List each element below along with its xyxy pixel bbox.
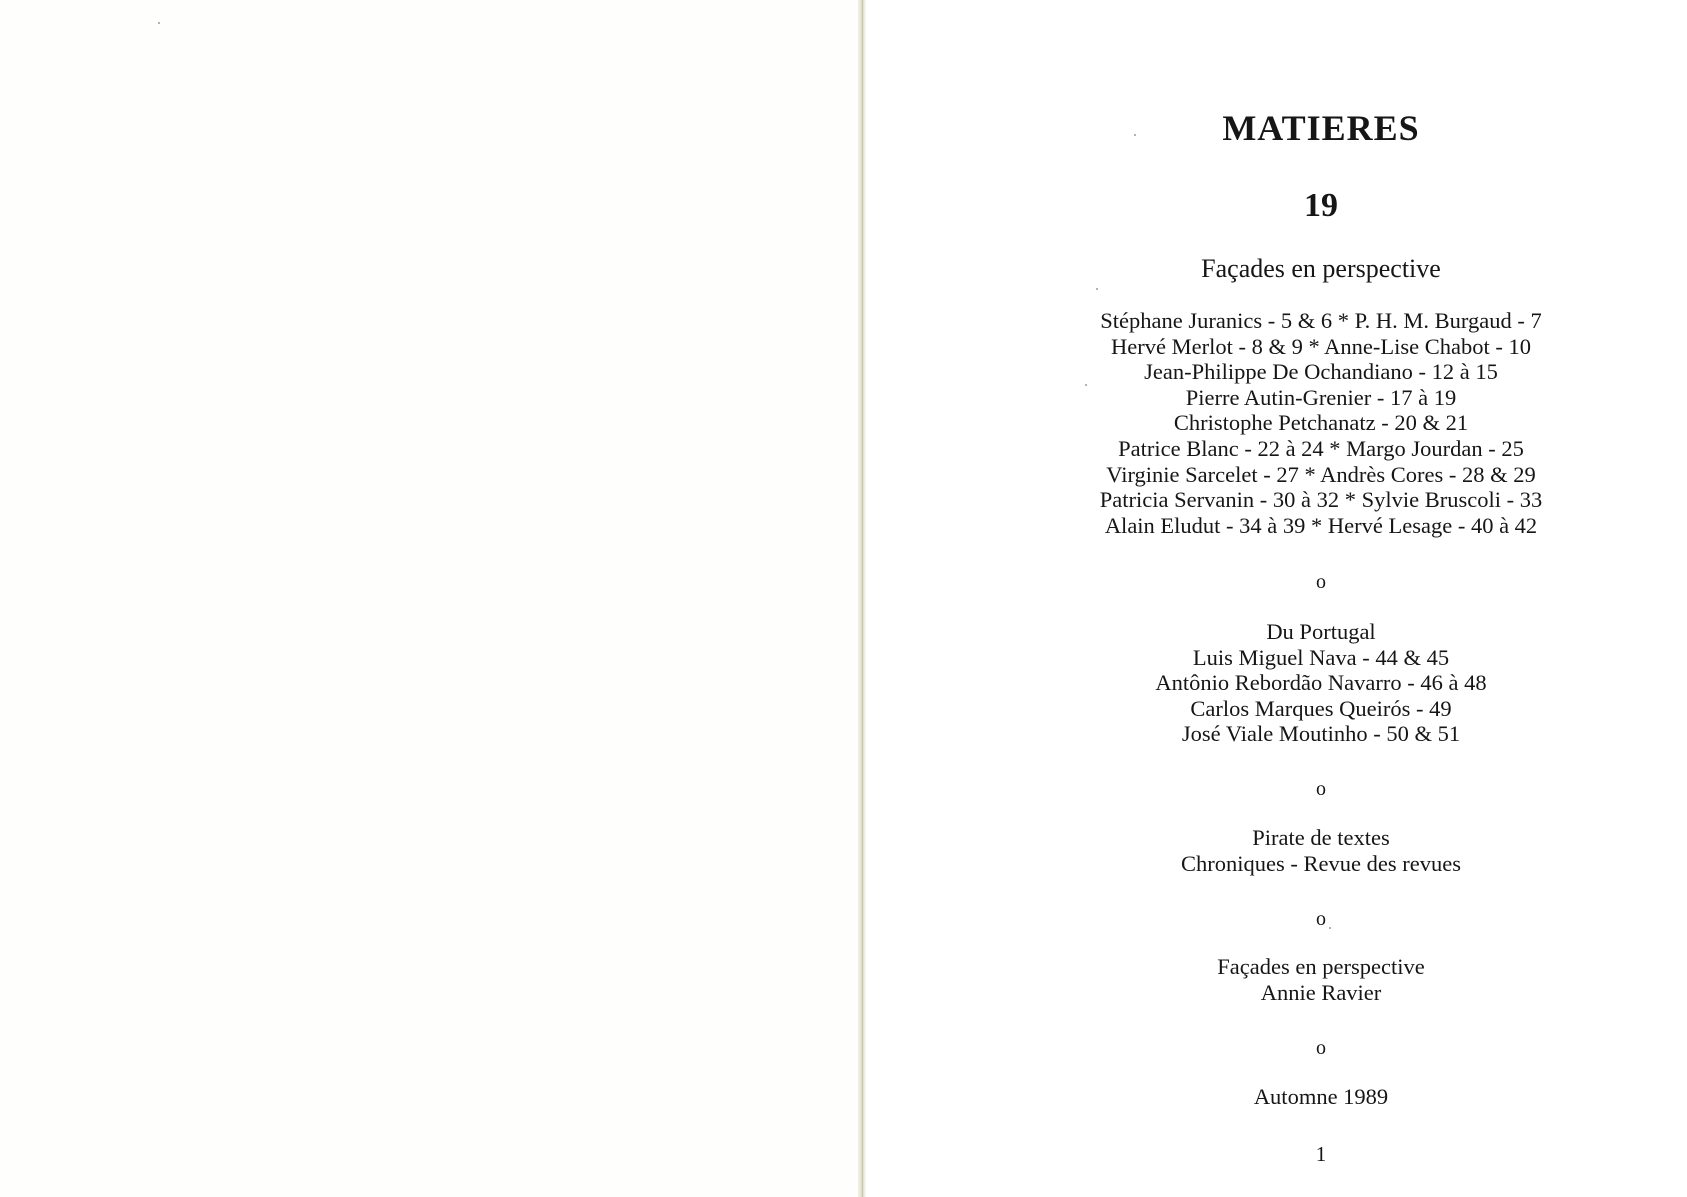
portugal-entry: Carlos Marques Queirós - 49: [1190, 695, 1452, 721]
facades-author: Annie Ravier: [1260, 979, 1382, 1005]
right-page: [867, 0, 1687, 1197]
contents-entry: Christophe Petchanatz - 20 & 21: [1173, 410, 1469, 436]
portugal-heading: Du Portugal: [1266, 619, 1376, 644]
contents-list: [1040, 308, 1602, 538]
pirate-heading: Pirate de textes: [1252, 825, 1390, 850]
facades-section: [1040, 954, 1602, 1005]
paper-speck: [158, 22, 160, 24]
section-separator: o: [1316, 1037, 1326, 1059]
contents-entry: Patrice Blanc - 22 à 24 * Margo Jourdan - 25: [1118, 435, 1524, 461]
issue-subtitle: Façades en perspective: [1201, 254, 1441, 283]
contents-entry: Stéphane Juranics - 5 & 6 * P. H. M. Burgaud - 7: [1100, 308, 1542, 333]
section-separator: o: [1316, 571, 1326, 593]
contents-entry: Pierre Autin-Grenier - 17 à 19: [1185, 384, 1457, 410]
issue-number: 19: [1304, 187, 1338, 224]
issue-date: Automne 1989: [1253, 1084, 1389, 1109]
contents-entry: Hervé Merlot - 8 & 9 * Anne-Lise Chabot - 10: [1111, 333, 1531, 359]
gutter-fold-line: [862, 0, 863, 1197]
section-separator: o: [1316, 778, 1326, 800]
contents-entry: Jean-Philippe De Ochandiano - 12 à 15: [1144, 359, 1498, 385]
section-separator: o: [1316, 908, 1326, 930]
pirate-section: [1040, 825, 1602, 876]
contents-entry: Alain Eludut - 34 à 39 * Hervé Lesage - 40 à 42: [1104, 512, 1538, 538]
portugal-entry: Luis Miguel Nava - 44 & 45: [1192, 644, 1450, 670]
journal-title: MATIERES: [1222, 108, 1420, 148]
paper-speck: [1096, 288, 1098, 290]
portugal-entry: Antônio Rebordão Navarro - 46 à 48: [1155, 670, 1487, 696]
portugal-section: [1040, 619, 1602, 747]
facades-heading: Façades en perspective: [1217, 954, 1425, 979]
contents-entry: Patricia Servanin - 30 à 32 * Sylvie Bruscoli - 33: [1099, 487, 1543, 513]
page-number: 1: [1315, 1142, 1327, 1166]
chroniques-heading: Chroniques - Revue des revues: [1181, 850, 1461, 876]
portugal-entry: José Viale Moutinho - 50 & 51: [1181, 721, 1461, 747]
contents-entry: Virginie Sarcelet - 27 * Andrès Cores - 28 & 29: [1106, 461, 1536, 487]
